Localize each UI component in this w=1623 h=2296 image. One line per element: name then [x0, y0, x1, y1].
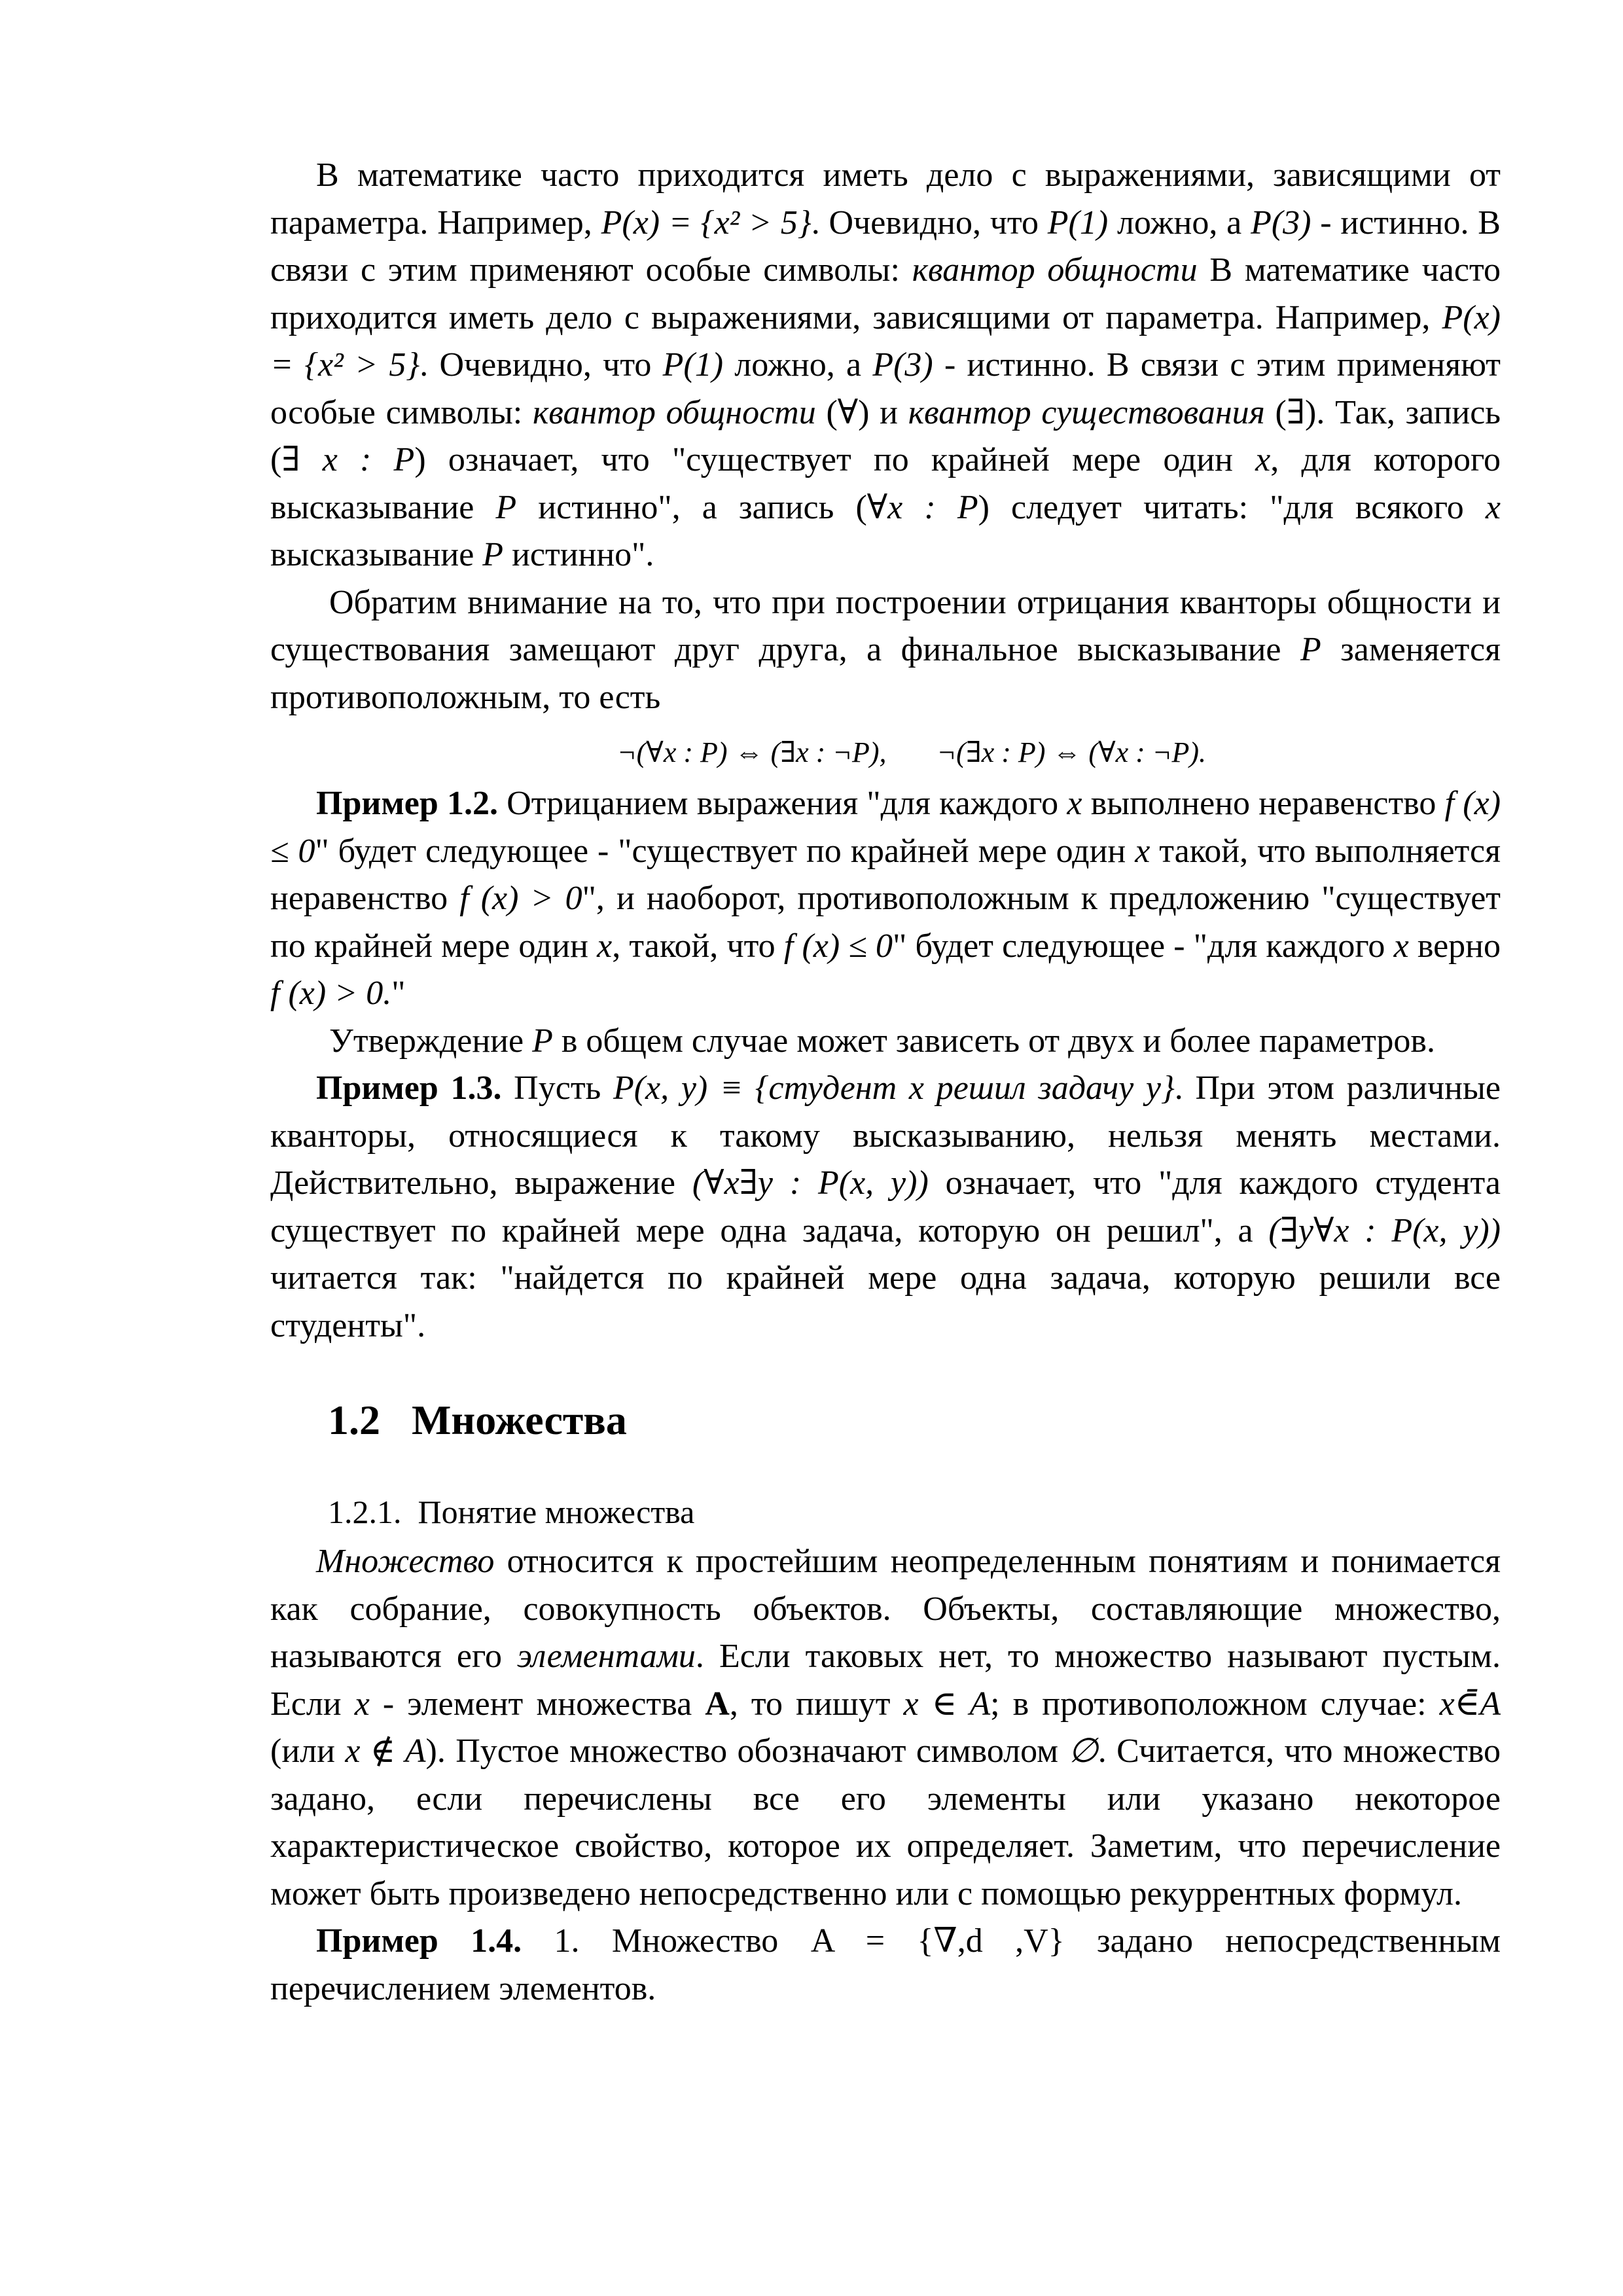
math-expression: f (x) ≤ 0	[783, 927, 893, 965]
text: относится к простейшим неопределенным понятиям и понимается как собрание, совокупность объектов. Объекты, составляющие множество, называются его	[270, 1543, 1501, 1675]
text: - элемент множества	[369, 1685, 705, 1723]
math-expression: x	[1485, 488, 1501, 526]
math-expression: (∀x∃y : P(x, y))	[692, 1164, 929, 1202]
italic-term: квантор общности	[912, 251, 1198, 289]
text: истинно".	[503, 536, 654, 573]
example-label: Пример 1.2.	[316, 785, 498, 822]
text: ложно, а	[723, 346, 873, 384]
text: . Если таковых нет, то множество называют пустым. Если	[270, 1638, 1501, 1723]
math-expression: x∈̄A	[1439, 1685, 1501, 1723]
italic-term: квантор существования	[908, 393, 1265, 431]
text: . Очевидно, что	[419, 346, 663, 384]
math-expression: P(x, y) ≡ {студент x решил задачу y}	[613, 1069, 1175, 1107]
math-expression: x	[1135, 832, 1150, 870]
text: (или	[270, 1732, 346, 1770]
text: ). Пустое множество обозначают символом	[425, 1732, 1069, 1770]
text: заменяется противоположным, то есть	[270, 631, 1501, 716]
subsection-number: 1.2.1.	[328, 1494, 402, 1530]
example-1-2	[270, 780, 1501, 1018]
text: . Очевидно, что	[811, 204, 1048, 242]
text: задано непосредственным перечислением элементов.	[270, 1922, 1501, 2007]
math-expression: P	[532, 1022, 553, 1060]
section-heading	[328, 1388, 1501, 1453]
text: " будет следующее - "для каждого	[893, 927, 1394, 965]
text: ) следует читать: "для всякого	[978, 488, 1486, 526]
text: означает, что "для каждого студента существует по крайней мере одна задача, которую он решил", а	[270, 1164, 1501, 1249]
text: читается так: "найдется по крайней мере одна задача, которую решили все студенты".	[270, 1259, 1501, 1344]
math-expression: x	[354, 1685, 370, 1723]
math-expression: P(1)	[662, 346, 724, 384]
section-number: 1.2	[328, 1397, 380, 1443]
math-expression: A	[705, 1685, 730, 1723]
text: ", и наоборот, противоположным к предложению "существует по крайней мере один	[270, 880, 1501, 965]
italic-term: Множество	[316, 1543, 495, 1580]
text: Отрицанием выражения "для каждого	[497, 785, 1067, 822]
math-expression: (∃y∀x : P(x, y))	[1268, 1211, 1501, 1249]
text: ложно, а	[1108, 204, 1251, 242]
text: высказывание	[270, 536, 483, 573]
subsection-heading	[328, 1486, 1501, 1538]
math-expression: P(3)	[872, 346, 933, 384]
math-expression: f (x) ≤ 0	[270, 785, 1501, 870]
text: выполнено неравенство	[1082, 785, 1445, 822]
text: , для которого высказывание	[270, 441, 1501, 526]
text: В математике часто приходится иметь дело с выражениями, зависящими от параметра. Например,	[270, 156, 1501, 242]
text: - истинно. В связи с этим применяют особые символы:	[270, 204, 1501, 289]
text: такой, что выполняется неравенство	[270, 832, 1501, 917]
text: верно	[1408, 927, 1501, 965]
math-expression: P(x) = {x² > 5}	[270, 298, 1501, 384]
math-expression: x	[1067, 785, 1082, 822]
text: ) означает, что "существует по крайней мере один	[414, 441, 1256, 478]
text: . Считается, что множество задано, если перечислены все его элементы или указано некоторое характеристическое свойство, которое их определяет. Заметим, что перечисление может быть произведено непосредственно или с помощью рекуррентных формул.	[270, 1732, 1501, 1912]
text: Утверждение	[329, 1022, 533, 1060]
text: " будет следующее - "существует по крайней мере один	[315, 832, 1135, 870]
text: (∀) и	[815, 393, 908, 431]
math-expression: f (x) > 0.	[270, 975, 392, 1012]
math-expression: P(x) = {x² > 5}	[601, 204, 812, 242]
math-expression: x ∈ A	[903, 1685, 991, 1723]
paragraph-statement	[270, 1018, 1501, 1066]
text: 1. Множество	[522, 1922, 811, 1960]
text: ; в противоположном случае:	[990, 1685, 1440, 1723]
math-expression: ∀x : P	[866, 488, 978, 526]
negation-formula: ¬(∀x : P) ⇔ (∃x : ¬P), ¬(∃x : P) ⇔ (∀x : ¬P).	[616, 736, 1207, 768]
text: В математике часто приходится иметь дело с выражениями, зависящими от параметра. Например,	[270, 251, 1501, 336]
empty-set-symbol: ∅	[1068, 1732, 1098, 1770]
subsection-title: Понятие множества	[418, 1494, 695, 1530]
text: Обратим внимание на то, что при построении отрицания кванторы общности и существования замещают друг друга, а финальное высказывание	[270, 583, 1501, 668]
text: , такой, что	[612, 927, 784, 965]
example-1-3	[270, 1065, 1501, 1350]
text: , то пишут	[729, 1685, 904, 1723]
text: в общем случае может зависеть от двух и более параметров.	[552, 1022, 1435, 1060]
math-expression: A = {∇,d ,V}	[810, 1922, 1065, 1960]
text: истинно", а запись (	[516, 488, 867, 526]
math-expression: P	[1300, 631, 1321, 668]
math-expression: x	[1255, 441, 1271, 478]
italic-term: элементами	[517, 1638, 696, 1675]
paragraph-quantifiers	[270, 152, 1501, 579]
math-expression: P(1)	[1047, 204, 1109, 242]
example-1-4	[270, 1918, 1501, 2013]
text: - истинно. В связи с этим применяют особые символы:	[270, 346, 1501, 431]
section-title: Множества	[412, 1397, 627, 1443]
example-label: Пример 1.4.	[316, 1922, 522, 1960]
paragraph-negation	[270, 579, 1501, 722]
text: "	[391, 975, 406, 1012]
italic-term: квантор общности	[532, 393, 816, 431]
math-expression: x ∉ A	[345, 1732, 426, 1770]
math-expression: x	[597, 927, 613, 965]
text: . При этом различные кванторы, относящиеся к такому высказыванию, нельзя менять местами. Действительно, выражение	[270, 1069, 1501, 1202]
math-expression: ∃ x : P	[281, 441, 415, 478]
math-expression: P(3)	[1251, 204, 1311, 242]
text: Пусть	[501, 1069, 613, 1107]
math-expression: P	[482, 536, 504, 573]
math-expression: x	[1393, 927, 1409, 965]
text: (∃). Так, запись (	[270, 393, 1501, 478]
math-expression: f (x) > 0	[459, 880, 582, 917]
page-content	[270, 152, 1501, 2013]
paragraph-set-definition	[270, 1538, 1501, 1918]
example-label: Пример 1.3.	[316, 1069, 502, 1107]
math-expression: P	[495, 488, 517, 526]
